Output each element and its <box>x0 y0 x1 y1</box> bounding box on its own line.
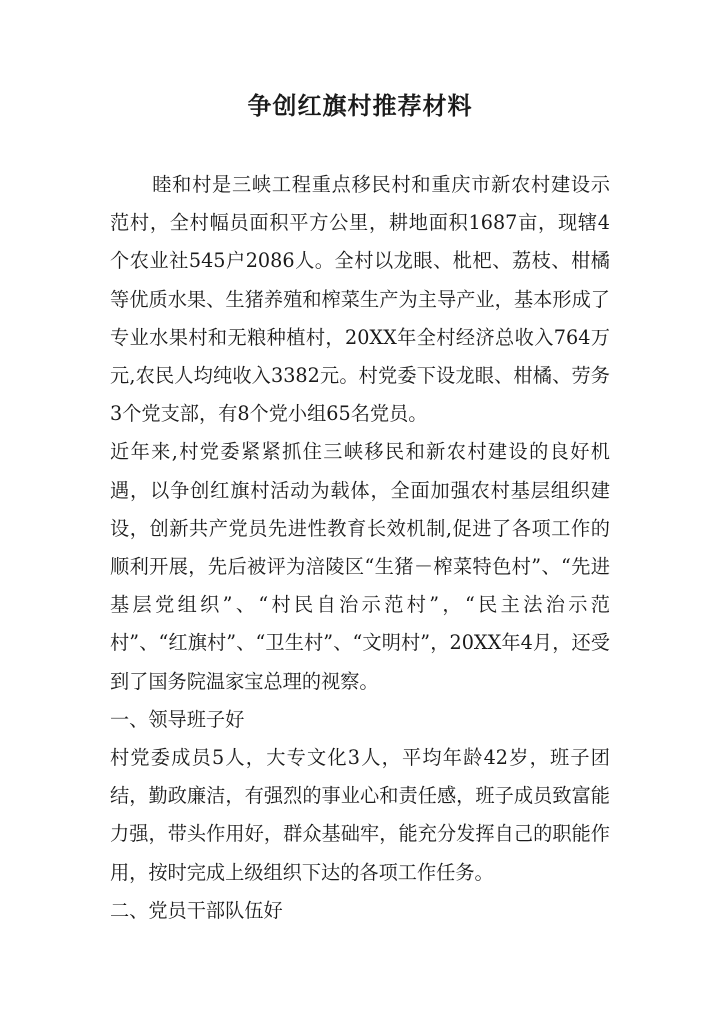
paragraph-achievements: 近年来,村党委紧紧抓住三峡移民和新农村建设的良好机遇，以争创红旗村活动为载体，全面加强农村基层组织建设，创新共产党员先进性教育长效机制,促进了各项工作的顺利开展，先后被评为涪陵区“生猪－榨菜特色村”、“先进基层党组织”、“村民自治示范村”，“民主法治示范村”、“红旗村”、“卫生村”、“文明村”，20XX年4月，还受到了国务院温家宝总理的视察。 <box>110 440 610 693</box>
paragraph-leadership: 村党委成员5人，大专文化3人，平均年龄42岁，班子团结，勤政廉洁，有强烈的事业心和责任感，班子成员致富能力强，带头作用好，群众基础牢，能充分发挥自己的职能作用，按时完成上级组织下达的各项工作任务。 <box>110 746 610 884</box>
document-body <box>110 166 610 930</box>
document-title: 争创红旗村推荐材料 <box>247 92 473 120</box>
section-heading-cadres: 二、党员干部队伍好 <box>110 898 283 922</box>
paragraph-intro: 睦和村是三峡工程重点移民村和重庆市新农村建设示范村，全村幅员面积平方公里，耕地面积1687亩，现辖4个农业社545户2086人。全村以龙眼、枇杷、荔枝、柑橘等优质水果、生猪养殖和榨菜生产为主导产业，基本形成了专业水果村和无粮种植村，20XX年全村经济总收入764万元,农民人均纯收入3382元。村党委下设龙眼、柑橘、劳务3个党支部，有8个党小组65名党员。 <box>110 173 610 426</box>
section-heading-leadership: 一、领导班子好 <box>110 707 245 731</box>
